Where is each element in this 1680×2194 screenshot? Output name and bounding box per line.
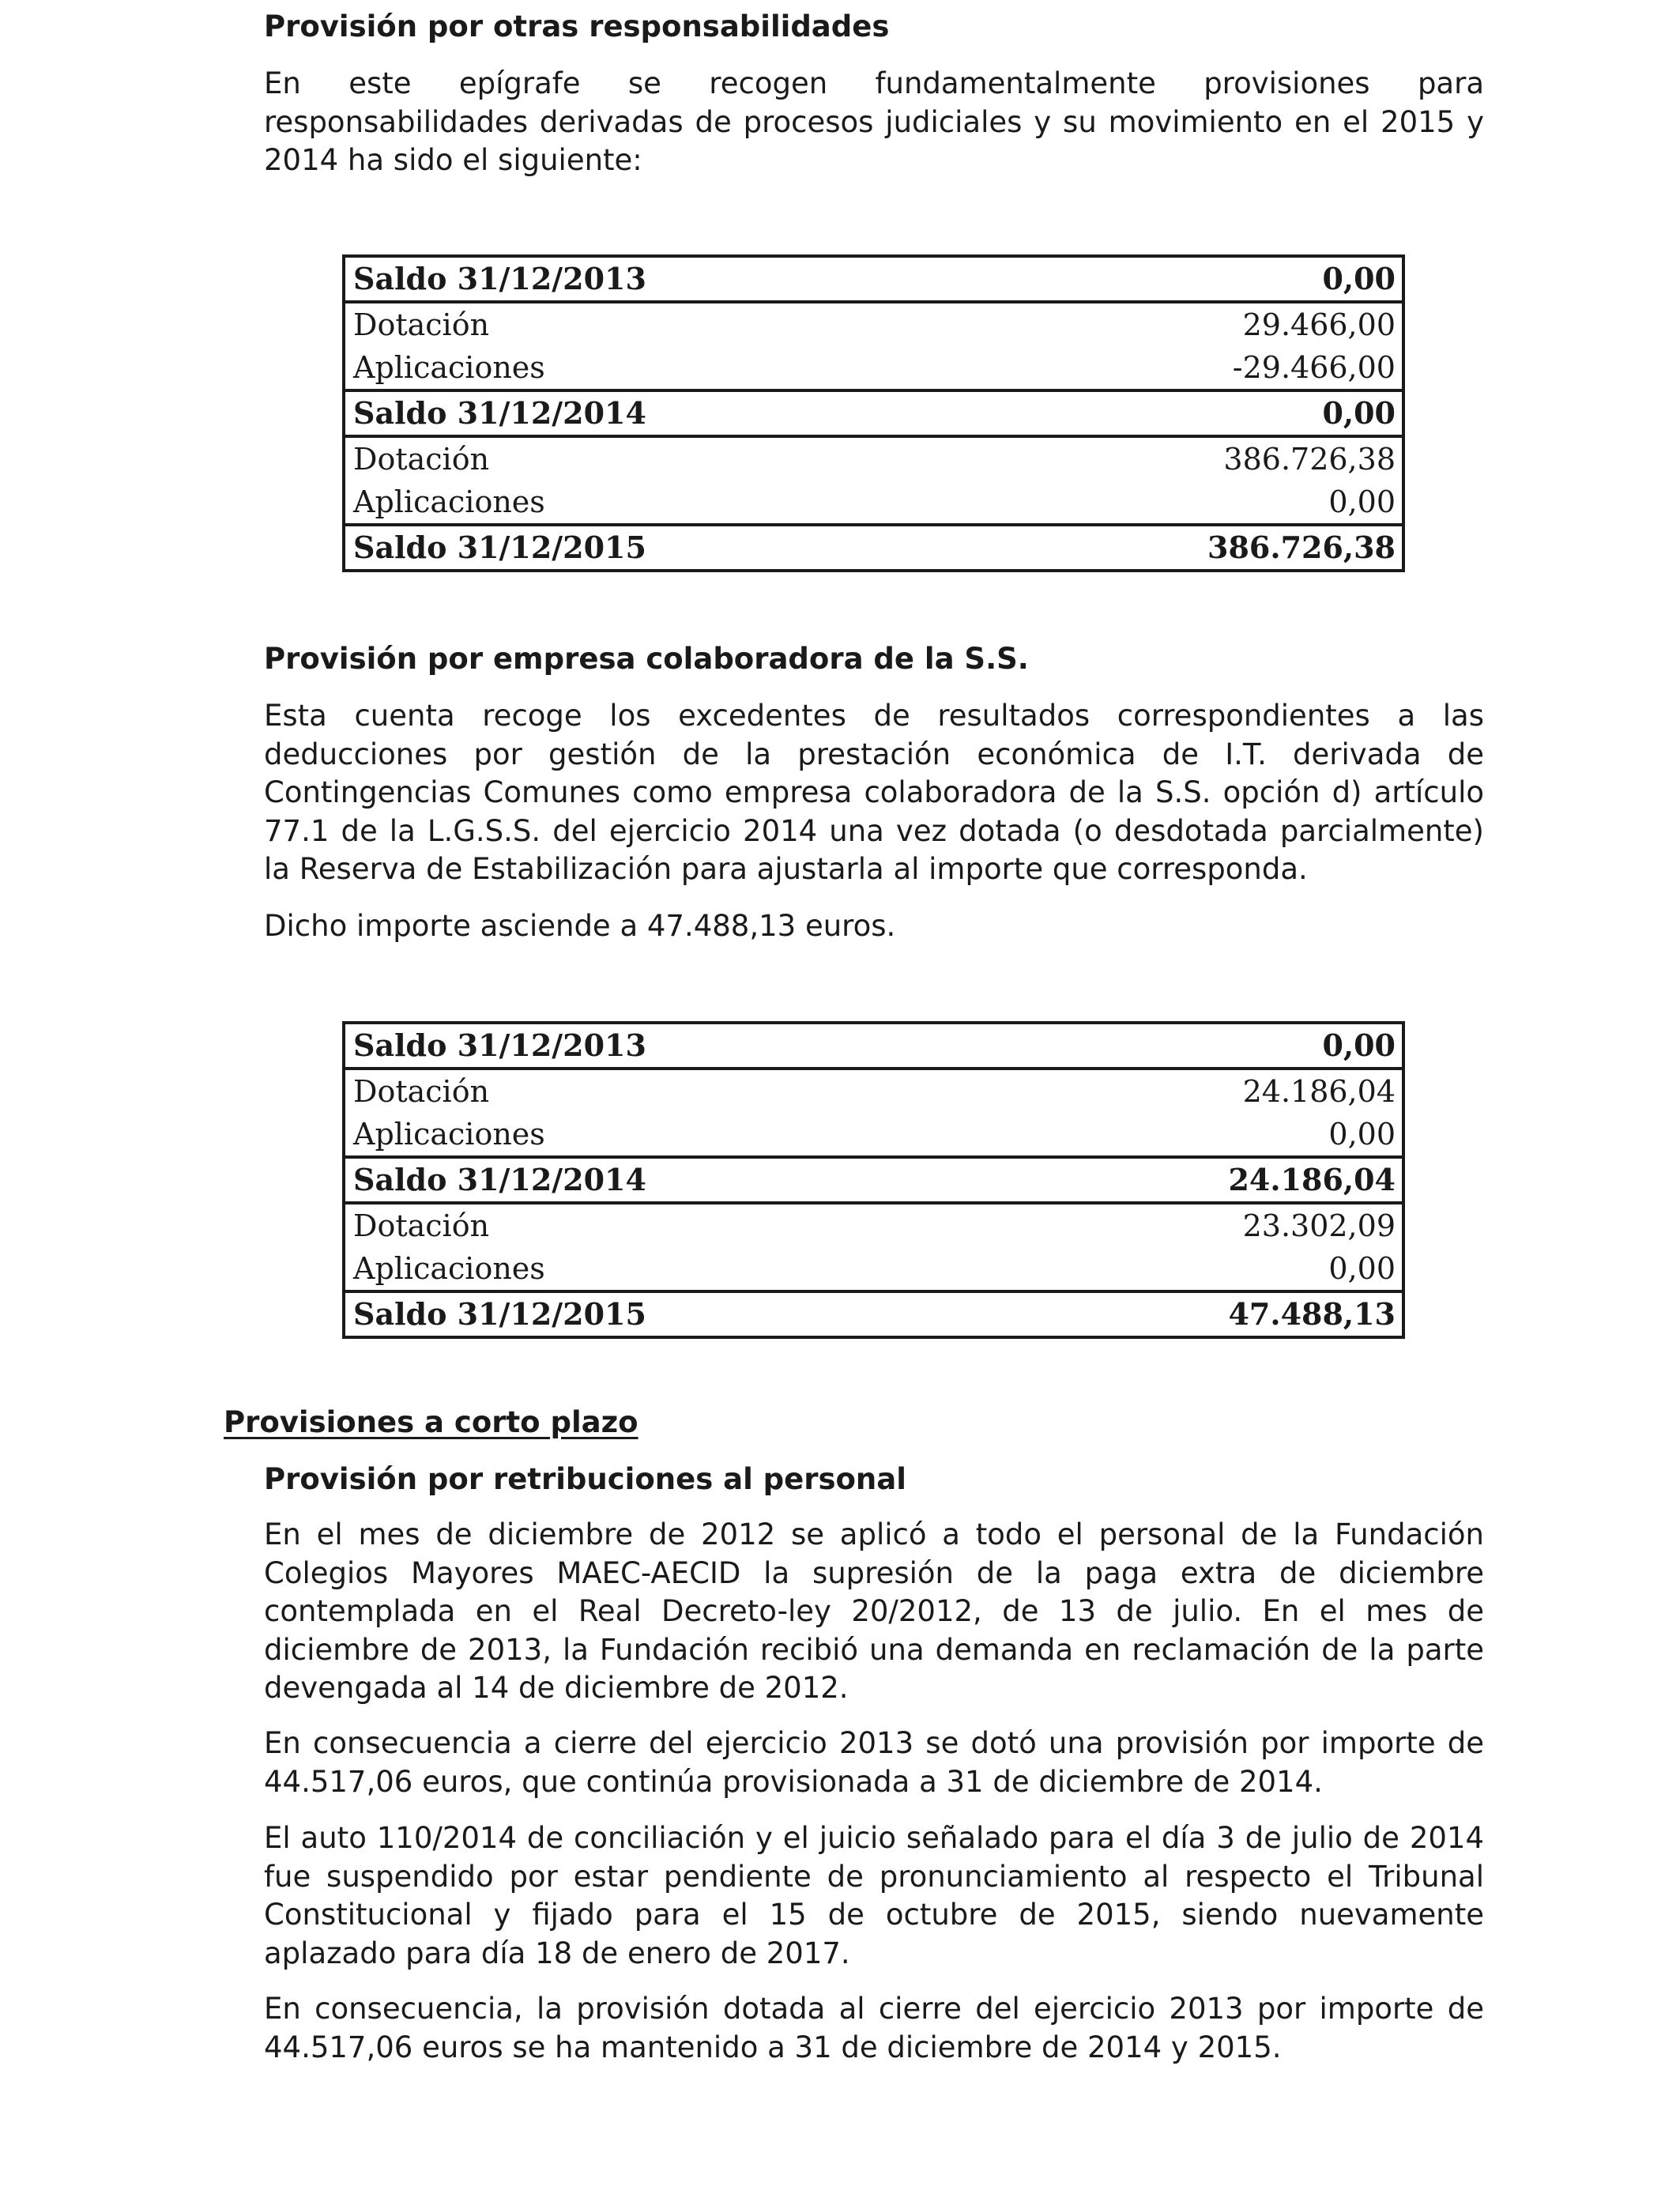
table-row — [344, 256, 1403, 302]
table-otras-responsabilidades — [342, 254, 1405, 572]
row-value: 29.466,00 — [982, 302, 1403, 346]
table-row — [344, 1069, 1403, 1113]
row-label: Aplicaciones — [353, 1251, 545, 1286]
table-row — [344, 1113, 1403, 1157]
table-row — [344, 525, 1403, 571]
table-row — [344, 1291, 1403, 1337]
table-row — [344, 1023, 1403, 1069]
row-value: 47.488,13 — [1009, 1291, 1403, 1337]
paragraph-otras-responsabilidades: En este epígrafe se recogen fundamentalmente provisiones para responsabilidades derivadas de procesos judiciales y su movimiento en el 2015 y 2014 ha sido el siguiente: — [264, 66, 1484, 177]
table-row — [344, 1247, 1403, 1291]
table-empresa-colaboradora — [342, 1021, 1405, 1339]
row-label: Aplicaciones — [353, 1117, 545, 1152]
row-label: Saldo 31/12/2014 — [344, 1157, 1009, 1203]
table-row — [344, 1157, 1403, 1203]
heading-provisiones-corto-plazo: Provisiones a corto plazo — [224, 1405, 638, 1439]
paragraph-retribuciones-1: En el mes de diciembre de 2012 se aplicó a todo el personal de la Fundación Colegios Mayores MAEC-AECID la supresión de la paga extra de diciembre contemplada en el Real Decreto-ley 20/2012, de 13 de julio. En el mes de diciembre de 2013, la Fundación recibió una demanda en reclamación de la parte devengada al 14 de diciembre de 2012. — [264, 1517, 1484, 1705]
row-value: 0,00 — [1322, 261, 1396, 296]
section-title-empresa-colaboradora: Provisión por empresa colaboradora de la S.S. — [264, 642, 1029, 676]
row-label: Aplicaciones — [353, 350, 545, 385]
paragraph-empresa-colaboradora: Esta cuenta recoge los excedentes de resultados correspondientes a las deducciones por gestión de la prestación económica de I.T. derivada de Contingencias Comunes como empresa colaboradora de la S.S. opción d) artículo 77.1 de la L.G.S.S. del ejercicio 2014 una vez dotada (o desdotada parcialmente) la Reserva de Estabilización para ajustarla al importe que corresponda. — [264, 699, 1484, 886]
row-value: 23.302,09 — [1009, 1203, 1403, 1247]
section-title-retribuciones-personal: Provisión por retribuciones al personal — [264, 1462, 906, 1496]
row-label: Saldo 31/12/2015 — [344, 1291, 1009, 1337]
row-label: Dotación — [344, 1069, 1009, 1113]
paragraph-importe: Dicho importe asciende a 47.488,13 euros. — [264, 909, 896, 943]
table-row — [344, 390, 1403, 436]
table-row — [344, 436, 1403, 481]
table-row — [344, 1203, 1403, 1247]
row-label: Dotación — [344, 1203, 1009, 1247]
row-value: 0,00 — [1328, 484, 1396, 519]
row-value: 24.186,04 — [1009, 1157, 1403, 1203]
row-label: Aplicaciones — [353, 484, 545, 519]
row-label: Dotación — [344, 436, 982, 481]
row-label: Saldo 31/12/2013 — [353, 1027, 646, 1063]
paragraph-retribuciones-2: En consecuencia a cierre del ejercicio 2013 se dotó una provisión por importe de 44.517,06 euros, que continúa provisionada a 31 de diciembre de 2014. — [264, 1726, 1484, 1799]
row-value: 386.726,38 — [982, 436, 1403, 481]
row-value: 0,00 — [1322, 1027, 1396, 1063]
row-label: Saldo 31/12/2015 — [344, 525, 982, 571]
section-title-otras-responsabilidades: Provisión por otras responsabilidades — [264, 9, 890, 43]
row-label: Saldo 31/12/2014 — [344, 390, 982, 436]
paragraph-retribuciones-4: En consecuencia, la provisión dotada al cierre del ejercicio 2013 por importe de 44.517,06 euros se ha mantenido a 31 de diciembre de 2014 y 2015. — [264, 1992, 1484, 2064]
paragraph-retribuciones-3: El auto 110/2014 de conciliación y el juicio señalado para el día 3 de julio de 2014 fue suspendido por estar pendiente de pronunciamiento al respecto el Tribunal Constitucional y fijado para el 15 de octubre de 2015, siendo nuevamente aplazado para día 18 de enero de 2017. — [264, 1821, 1484, 1970]
table-row — [344, 481, 1403, 525]
row-value: 24.186,04 — [1009, 1069, 1403, 1113]
table-row — [344, 302, 1403, 346]
row-value: 0,00 — [1328, 1251, 1396, 1286]
row-value: 0,00 — [982, 390, 1403, 436]
row-value: 386.726,38 — [982, 525, 1403, 571]
row-value: 0,00 — [1328, 1117, 1396, 1152]
table-row — [344, 346, 1403, 390]
row-label: Dotación — [344, 302, 982, 346]
row-label: Saldo 31/12/2013 — [353, 261, 646, 296]
row-value: -29.466,00 — [1232, 350, 1396, 385]
